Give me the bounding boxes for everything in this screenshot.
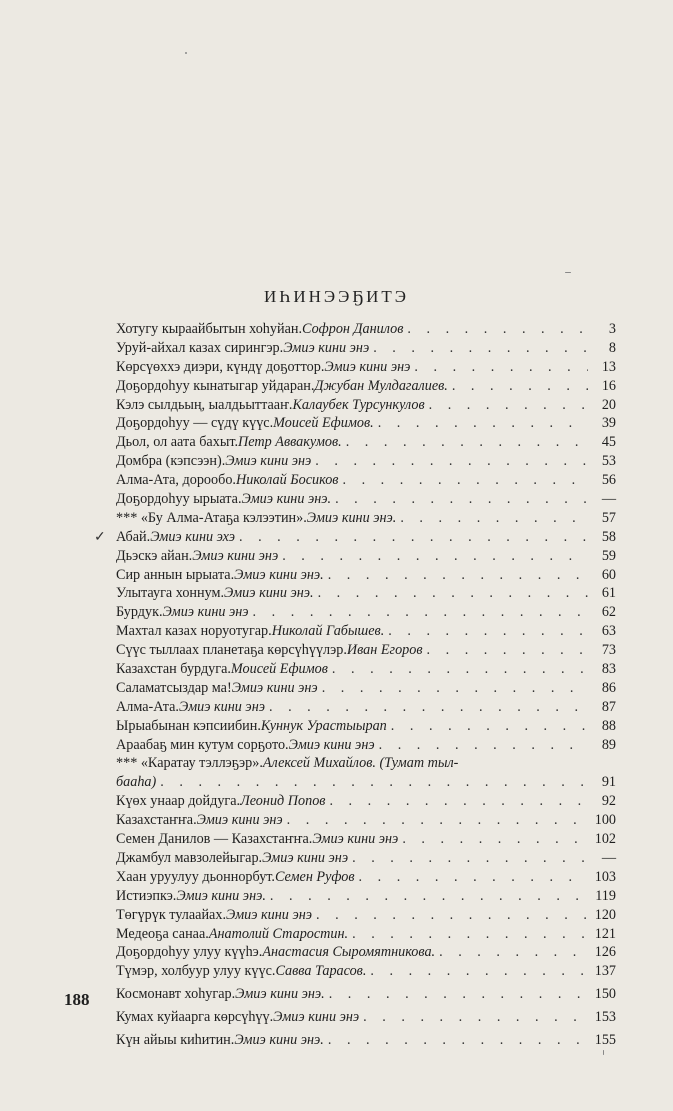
entry-page: 137 <box>594 963 616 980</box>
entry-title: Махтал казах норуотугар. <box>116 623 272 640</box>
entry-author: Эмиэ кини энэ <box>178 698 265 715</box>
entry-page: 100 <box>594 812 616 829</box>
toc-entry <box>94 547 616 566</box>
entry-page: 59 <box>601 547 616 564</box>
entry-title: Доҕордоһуу улуу күүһэ. <box>116 944 263 961</box>
toc-entry <box>94 1008 616 1027</box>
entry-title: *** «Бу Алма-Атаҕа кэлээтин». <box>116 509 307 526</box>
entry-author: Эмиэ кини энэ <box>324 358 411 375</box>
entry-title: Көрсүөххэ диэри, күндү доҕоттор. <box>116 358 325 375</box>
entry-title: Космонавт хоһугар. <box>116 986 236 1003</box>
dot-leader <box>329 792 588 811</box>
dot-leader <box>378 414 588 433</box>
toc-entry <box>94 717 616 736</box>
entry-author: Петр Аввакумов. <box>238 434 342 451</box>
dot-leader <box>379 736 588 755</box>
entry-page: 126 <box>594 944 616 961</box>
toc-entry <box>94 641 616 660</box>
entry-page: 153 <box>594 1009 616 1026</box>
entry-page: 53 <box>601 453 616 470</box>
entry-page: 16 <box>601 377 616 394</box>
dot-leader <box>342 471 588 490</box>
toc-entry <box>94 792 616 811</box>
dot-leader <box>414 358 588 377</box>
entry-author: Эмиэ кини энэ. <box>234 1031 324 1048</box>
dot-leader <box>253 603 588 622</box>
entry-title: Дьэскэ айан. <box>116 547 193 564</box>
dot-leader <box>363 1008 588 1027</box>
toc-entry <box>94 584 616 603</box>
entry-page: 13 <box>601 358 616 375</box>
dot-leader <box>322 679 588 698</box>
entry-page: 88 <box>601 717 616 734</box>
entry-title: Дьол, ол аата бахыт. <box>116 434 239 451</box>
contents-heading: ИҺИНЭЭҔИТЭ <box>264 287 409 306</box>
dot-leader <box>439 943 588 962</box>
entry-title: Доҕордоһуу ырыата. <box>116 491 242 508</box>
dot-leader <box>332 660 588 679</box>
entry-title: *** «Каратау тэллэҕэр». <box>116 755 263 772</box>
entry-author: Эмиэ кини энэ. <box>235 986 325 1003</box>
entry-author: Эмиэ кини энэ. <box>241 491 332 508</box>
entry-author: Анастасия Сыромятникова. <box>262 944 436 961</box>
dot-leader <box>427 641 588 660</box>
entry-title: Ырыабынан кэпсиибин. <box>116 717 261 734</box>
entry-author: Эмиэ кини энэ <box>273 1009 360 1026</box>
entry-title: Кэлэ сылдьың, ыалдьыттааҥ. <box>116 396 293 413</box>
entry-page: 39 <box>601 415 616 432</box>
entry-author: Алексей Михайлов. (Тумат тыл- <box>262 755 459 772</box>
toc-entry <box>94 660 616 679</box>
dot-leader <box>373 339 588 358</box>
dot-leader <box>391 717 588 736</box>
entry-page: 92 <box>601 793 616 810</box>
entry-author: Эмиэ кини энэ. <box>176 887 266 904</box>
page-number: 188 <box>64 990 90 1009</box>
toc-entry <box>94 736 616 755</box>
toc-entry <box>94 830 616 849</box>
entry-title: Күн айыы киһитин. <box>116 1031 235 1048</box>
entry-author: Иван Егоров <box>346 642 423 659</box>
paper-speck <box>603 1050 604 1055</box>
entry-title: Күөх унаар дойдуга. <box>116 793 241 810</box>
entry-author: Моисей Ефимов <box>230 661 328 678</box>
entry-author: Савва Тарасов. <box>275 963 367 980</box>
entry-page: 91 <box>601 774 616 791</box>
toc-entry <box>94 433 616 452</box>
entry-author: Эмиэ кини энэ <box>288 736 375 753</box>
entry-title: Алма-Ата, дорообо. <box>116 472 236 489</box>
entry-page: 83 <box>601 661 616 678</box>
toc-entry <box>94 490 616 509</box>
toc-entry <box>94 849 616 868</box>
toc-entry <box>94 943 616 962</box>
paper-speck <box>565 272 571 273</box>
entry-page: 20 <box>601 396 616 413</box>
entry-author: Софрон Данилов <box>302 321 404 337</box>
toc-entry <box>94 679 616 698</box>
toc-entry <box>94 622 616 641</box>
entry-title: Төгүрүк тулаайах. <box>116 906 226 923</box>
toc-entry <box>94 414 616 433</box>
entry-page: 45 <box>601 434 616 451</box>
entry-title: Доҕордоһуу кынатыгар уйдаран. <box>116 377 315 394</box>
entry-page: 61 <box>601 585 616 602</box>
entry-author: Эмиэ кини энэ. <box>234 566 324 583</box>
entry-author: Эмиэ кини энэ <box>231 679 318 696</box>
dot-leader <box>328 566 588 585</box>
entry-title: Уруй-айхал казах сирингэр. <box>116 339 284 356</box>
entry-title: Казахстаҥҥа. <box>116 812 197 829</box>
entry-author: Эмиэ кини энэ. <box>224 585 314 602</box>
entry-author: Эмиэ кини энэ <box>312 831 399 848</box>
entry-title: Саламатсыздар ма! <box>116 679 232 696</box>
entry-author: Калаубек Турсункулов <box>292 396 425 413</box>
dot-leader <box>270 887 588 906</box>
toc-entry <box>94 868 616 887</box>
entry-page: 57 <box>601 509 616 526</box>
dot-leader <box>282 547 588 566</box>
dot-leader <box>329 985 588 1004</box>
entry-author: Эмиэ кини энэ. <box>306 509 397 526</box>
toc-entry <box>94 887 616 906</box>
entry-title: Истиэпкэ. <box>116 887 177 904</box>
entry-author: Эмиэ кини энэ <box>225 453 312 470</box>
entry-author: Эмиэ кини энэ <box>162 604 249 621</box>
entry-author: Эмиэ кини энэ <box>226 906 312 923</box>
entry-page: 56 <box>601 472 616 489</box>
toc-entry <box>94 906 616 925</box>
entry-title: Домбра (кэпсээн). <box>116 453 226 470</box>
toc-entry <box>94 985 616 1004</box>
dot-leader <box>352 849 588 868</box>
dot-leader <box>287 811 588 830</box>
toc-entry <box>94 339 616 358</box>
entry-page: 120 <box>594 906 616 923</box>
toc-entry <box>94 698 616 717</box>
entry-title: Түмэр, холбуур улуу күүс. <box>116 963 276 980</box>
toc-entry <box>94 566 616 585</box>
entry-page: 89 <box>601 736 616 753</box>
dot-leader <box>359 868 588 887</box>
entry-title: Казахстан бурдуга. <box>116 661 231 678</box>
toc-entry <box>94 811 616 830</box>
toc-entry <box>94 528 616 547</box>
entry-title: Кумах куйаарга көрсүһүү. <box>116 1009 274 1026</box>
toc-entry <box>94 358 616 377</box>
entry-author: Эмиэ кини энэ <box>283 339 370 356</box>
entry-author: бааһа) <box>116 774 157 791</box>
entry-title: Медеоҕа санаа. <box>116 925 209 942</box>
dot-leader <box>316 906 588 925</box>
entry-page: 62 <box>601 604 616 621</box>
entry-page: 73 <box>601 642 616 659</box>
entry-author: Эмиэ кини энэ <box>192 547 279 564</box>
entry-author: Эмиэ кини энэ <box>262 849 349 866</box>
toc-entry <box>94 320 616 339</box>
entry-page: 58 <box>601 528 616 545</box>
entry-author: Семен Руфов <box>274 868 355 885</box>
entry-page: 102 <box>594 831 616 848</box>
dot-leader <box>239 528 588 547</box>
entry-author: Моисей Ефимов. <box>273 415 374 432</box>
toc-entry <box>94 603 616 622</box>
entry-page: 63 <box>601 623 616 640</box>
entry-page: 150 <box>594 986 616 1003</box>
dot-leader <box>318 584 588 603</box>
entry-title: Сүүс тыллаах планетаҕа көрсүһүүлэр. <box>116 642 347 659</box>
toc-entry <box>94 962 616 981</box>
entry-title: Бурдук. <box>116 604 163 621</box>
toc-entry <box>94 377 616 396</box>
dot-leader <box>335 490 588 509</box>
entry-page: 60 <box>601 566 616 583</box>
dot-leader <box>388 622 588 641</box>
entry-page: — <box>601 849 616 866</box>
entry-author: Джубан Мулдагалиев. <box>314 377 448 394</box>
toc-entry <box>94 925 616 944</box>
entry-page: 119 <box>595 887 616 904</box>
entry-page: 87 <box>601 698 616 715</box>
entry-title: Хотугу кыраайбытын хоһуйан. <box>116 321 303 337</box>
dot-leader <box>370 962 588 981</box>
entry-page: 3 <box>608 321 616 337</box>
toc-entry <box>94 1031 616 1050</box>
entry-title: Сир аннын ырыата. <box>116 566 235 583</box>
entry-title: Хаан уруулуу дьоннорбут. <box>116 868 275 885</box>
entry-page: 8 <box>608 339 616 356</box>
entry-title: Улытауга хоннум. <box>116 585 225 602</box>
toc-entry <box>94 452 616 471</box>
entry-author: Куннук Урастыырап <box>260 717 387 734</box>
toc-entry <box>94 471 616 490</box>
entry-title: Араабаҕ мин кутум сорҕото. <box>116 736 289 753</box>
entry-title: Джамбул мавзолейыгар. <box>116 849 263 866</box>
entry-page: 121 <box>594 925 616 942</box>
entry-page: 155 <box>594 1031 616 1048</box>
entry-author: Эмиэ кини энэ <box>196 812 283 829</box>
entry-title: Алма-Ата. <box>116 698 179 715</box>
entry-title: Абай. <box>116 528 151 545</box>
dot-leader <box>452 377 588 396</box>
paper-speck <box>185 52 187 54</box>
dot-leader <box>346 433 588 452</box>
toc-entry <box>94 509 616 528</box>
table-of-contents <box>94 320 616 1050</box>
entry-author: Леонид Попов <box>240 793 326 810</box>
dot-leader <box>400 509 588 528</box>
entry-author: Николай Габышев. <box>271 623 385 640</box>
dot-leader <box>269 698 588 717</box>
entry-title: Семен Данилов — Казахстаҥҥа. <box>116 831 313 848</box>
entry-author: Анатолий Старостин. <box>208 925 349 942</box>
entry-page: 103 <box>594 868 616 885</box>
dot-leader <box>315 452 588 471</box>
toc-entry <box>94 754 616 773</box>
entry-page: — <box>601 491 616 508</box>
entry-page: 86 <box>601 679 616 696</box>
dot-leader <box>352 925 588 944</box>
entry-author: Николай Босиков <box>235 472 339 489</box>
toc-entry <box>94 396 616 415</box>
toc-entry <box>94 773 616 792</box>
dot-leader <box>160 773 588 792</box>
dot-leader <box>429 396 588 415</box>
dot-leader <box>407 320 588 339</box>
dot-leader <box>402 830 588 849</box>
dot-leader <box>328 1031 588 1050</box>
margin-mark: ✓ <box>94 529 106 545</box>
entry-author: Эмиэ кини эхэ <box>150 528 235 545</box>
entry-title: Доҕордоһуу — сүдү күүс. <box>116 415 274 432</box>
